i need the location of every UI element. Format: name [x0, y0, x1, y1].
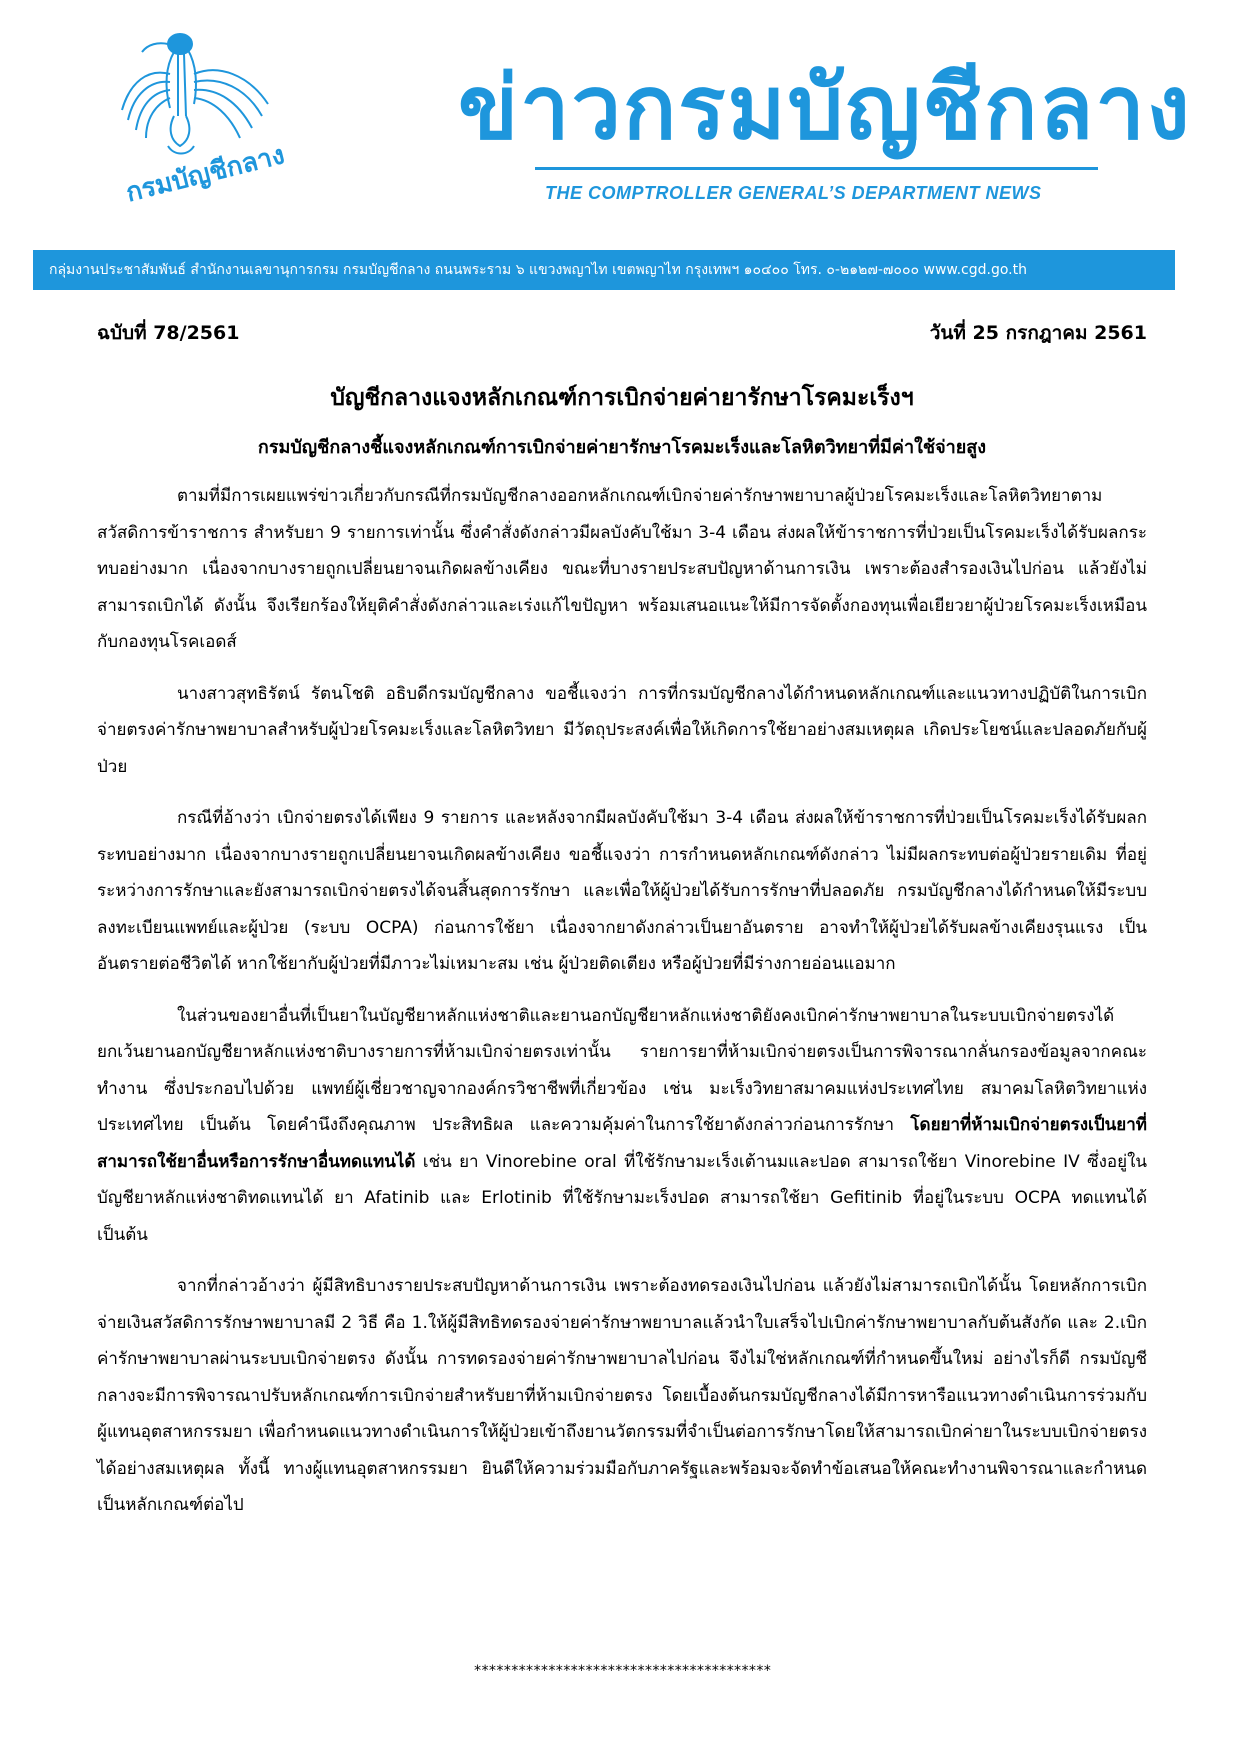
subheadline: กรมบัญชีกลางชี้แจงหลักเกณฑ์การเบิกจ่ายค่ายารักษาโรคมะเร็งและโลหิตวิทยาที่มีค่าใช้จ่ายสูง [257, 437, 987, 458]
paragraph-emphasis: โดยยาที่ห้ามเบิกจ่ายตรงเป็นยาที่สามารถใช้ยาอื่นหรือการรักษาอื่นทดแทนได้ [97, 1115, 1147, 1172]
department-logo [118, 24, 288, 204]
end-of-article-mark: **************************************** [473, 1663, 771, 1679]
contact-info-bar: กลุ่มงานประชาสัมพันธ์ สำนักงานเลขานุการกรม กรมบัญชีกลาง ถนนพระราม ๖ แขวงพญาไท เขตพญาไท กรุงเทพฯ ๑๐๔๐๐ โทร. ๐-๒๑๒๗-๗๐๐๐ www.cgd.go.th [33, 250, 1175, 290]
paragraph-text: เช่น ยา Vinorebine oral ที่ใช้รักษามะเร็งเต้านมและปอด สามารถใช้ยา Vinorebine IV ซึ่งอยู่ในบัญชียาหลักแห่งชาติทดแทนได้ ยา Afatinib และ Erlotinib ที่ใช้รักษามะเร็งปอด สามารถใช้ยา Gefitinib ที่อยู่ในระบบ OCPA ทดแทนได้ เป็นต้น [97, 1151, 1147, 1245]
headline: บัญชีกลางแจงหลักเกณฑ์การเบิกจ่ายค่ายารักษาโรคมะเร็งฯ [330, 385, 914, 411]
paragraph-text: ในส่วนของยาอื่นที่เป็นยาในบัญชียาหลักแห่งชาติและยานอกบัญชียาหลักแห่งชาติยังคงเบิกค่ารักษาพยาบาลในระบบเบิกจ่ายตรงได้ ยกเว้นยานอกบัญชียาหลักแห่งชาติบางรายการที่ห้ามเบิกจ่ายตรงเท่านั้น รายการยาที่ห้ามเบิกจ่ายตรงเป็นการพิจารณากลั่นกรองข้อมูลจากคณะทำงาน ซึ่งประกอบไปด้วย แพทย์ผู้เชี่ยวชาญจากองค์กรวิชาชีพที่เกี่ยวข้อง เช่น มะเร็งวิทยาสมาคมแห่งประเทศไทย สมาคมโลหิตวิทยาแห่งประเทศไทย เป็นต้น โดยคำนึงถึงคุณภาพ ประสิทธิผล และความคุ้มค่าในการใช้ยาดังกล่าวก่อนการรักษา [97, 1005, 1147, 1135]
masthead-divider [535, 167, 1098, 170]
paragraph: ตามที่มีการเผยแพร่ข่าวเกี่ยวกับกรณีที่กรมบัญชีกลางออกหลักเกณฑ์เบิกจ่ายค่ารักษาพยาบาลผู้ป่วยโรคมะเร็งและโลหิตวิทยาตามสวัสดิการข้าราชการ สำหรับยา 9 รายการเท่านั้น ซึ่งคำสั่งดังกล่าวมีผลบังคับใช้มา 3-4 เดือน ส่งผลให้ข้าราชการที่ป่วยเป็นโรคมะเร็งได้รับผลกระทบอย่างมาก เนื่องจากบางรายถูกเปลี่ยนยาจนเกิดผลข้างเคียง ขณะที่บางรายประสบปัญหาด้านการเงิน เพราะต้องสำรองเงินไปก่อน แล้วยังไม่สามารถเบิกได้ ดังนั้น จึงเรียกร้องให้ยุติคำสั่งดังกล่าวและเร่งแก้ไขปัญหา พร้อมเสนอแนะให้มีการจัดตั้งกองทุนเพื่อเยียวยาผู้ป่วยโรคมะเร็งเหมือนกับกองทุนโรคเอดส์ [97, 486, 1147, 652]
paragraph: จากที่กล่าวอ้างว่า ผู้มีสิทธิบางรายประสบปัญหาด้านการเงิน เพราะต้องทดรองเงินไปก่อน แล้วยังไม่สามารถเบิกได้นั้น โดยหลักการเบิกจ่ายเงินสวัสดิการรักษาพยาบาลมี 2 วิธี คือ 1.ให้ผู้มีสิทธิทดรองจ่ายค่ารักษาพยาบาลแล้วนำใบเสร็จไปเบิกค่ารักษาพยาบาลกับต้นสังกัด และ 2.เบิกค่ารักษาพยาบาลผ่านระบบเบิกจ่ายตรง ดังนั้น การทดรองจ่ายค่ารักษาพยาบาลไปก่อน จึงไม่ใช่หลักเกณฑ์ที่กำหนดขึ้นใหม่ อย่างไรก็ดี กรมบัญชีกลางจะมีการพิจารณาปรับหลักเกณฑ์การเบิกจ่ายสำหรับยาที่ห้ามเบิกจ่ายตรง โดยเบื้องต้นกรมบัญชีกลางได้มีการหารือแนวทางดำเนินการร่วมกับผู้แทนอุตสาหกรรมยา เพื่อกำหนดแนวทางดำเนินการให้ผู้ป่วยเข้าถึงยานวัตกรรมที่จำเป็นต่อการรักษาโดยให้สามารถเบิกค่ายาในระบบเบิกจ่ายตรงได้อย่างสมเหตุผล ทั้งนี้ ทางผู้แทนอุตสาหกรรมยา ยินดีให้ความร่วมมือกับภาครัฐและพร้อมจะจัดทำข้อเสนอให้คณะทำงานพิจารณาและกำหนดเป็นหลักเกณฑ์ต่อไป [97, 1276, 1147, 1515]
masthead-title: ข่าวกรมบัญชีกลาง [458, 56, 1192, 159]
issue-number: ฉบับที่ 78/2561 [97, 322, 240, 344]
garuda-emblem-icon [118, 24, 288, 204]
masthead-subtitle: THE COMPTROLLER GENERAL’S DEPARTMENT NEWS [545, 183, 1042, 203]
paragraph [97, 998, 1147, 1254]
paragraph: นางสาวสุทธิรัตน์ รัตนโชติ อธิบดีกรมบัญชีกลาง ขอชี้แจงว่า การที่กรมบัญชีกลางได้กำหนดหลักเกณฑ์และแนวทางปฏิบัติในการเบิกจ่ายตรงค่ารักษาพยาบาลสำหรับผู้ป่วยโรคมะเร็งและโลหิตวิทยา มีวัตถุประสงค์เพื่อให้เกิดการใช้ยาอย่างสมเหตุผล เกิดประโยชน์และปลอดภัยกับผู้ป่วย [97, 683, 1147, 777]
svg-text:กรมบัญชีกลาง: กรมบัญชีกลาง [123, 140, 288, 204]
issue-date: วันที่ 25 กรกฎาคม 2561 [929, 322, 1147, 344]
issue-row [97, 318, 1147, 348]
article-body [97, 478, 1147, 1539]
paragraph: กรณีที่อ้างว่า เบิกจ่ายตรงได้เพียง 9 รายการ และหลังจากมีผลบังคับใช้มา 3-4 เดือน ส่งผลให้ข้าราชการที่ป่วยเป็นโรคมะเร็งได้รับผลกระทบอย่างมาก เนื่องจากบางรายถูกเปลี่ยนยาจนเกิดผลข้างเคียง ขอชี้แจงว่า การกำหนดหลักเกณฑ์ดังกล่าว ไม่มีผลกระทบต่อผู้ป่วยรายเดิม ที่อยู่ระหว่างการรักษาและยังสามารถเบิกจ่ายตรงได้จนสิ้นสุดการรักษา และเพื่อให้ผู้ป่วยได้รับการรักษาที่ปลอดภัย กรมบัญชีกลางได้กำหนดให้มีระบบลงทะเบียนแพทย์และผู้ป่วย (ระบบ OCPA) ก่อนการใช้ยา เนื่องจากยาดังกล่าวเป็นยาอันตราย อาจทำให้ผู้ป่วยได้รับผลข้างเคียงรุนแรง เป็นอันตรายต่อชีวิตได้ หากใช้ยากับผู้ป่วยที่มีภาวะไม่เหมาะสม เช่น ผู้ป่วยติดเตียง หรือผู้ป่วยที่มีร่างกายอ่อนแอมาก [97, 808, 1147, 974]
